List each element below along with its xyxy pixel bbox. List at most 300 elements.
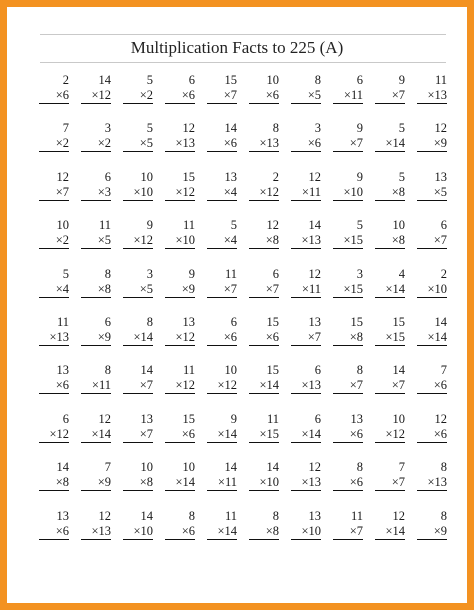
multiplicand: 7 xyxy=(104,460,111,475)
problem-7-8 xyxy=(325,363,367,411)
multiplicand: 12 xyxy=(392,508,405,523)
problem-5-10 xyxy=(409,267,451,315)
multiplier: ×15 xyxy=(249,427,279,443)
multiplicand: 8 xyxy=(188,508,195,523)
multiplicand: 12 xyxy=(434,121,447,136)
worksheet-title: Multiplication Facts to 225 (A) xyxy=(130,38,344,57)
multiplicand: 9 xyxy=(146,218,153,233)
multiplier: ×8 xyxy=(375,233,405,249)
problem-8-6 xyxy=(241,412,283,460)
multiplicand: 13 xyxy=(308,314,321,329)
multiplier: ×2 xyxy=(39,233,69,249)
multiplicand: 14 xyxy=(140,508,153,523)
problem-6-5 xyxy=(199,315,241,363)
multiplier: ×8 xyxy=(375,185,405,201)
multiplicand: 11 xyxy=(350,508,363,523)
problem-6-7 xyxy=(283,315,325,363)
multiplicand: 5 xyxy=(230,218,237,233)
multiplier: ×10 xyxy=(417,282,447,298)
multiplicand: 8 xyxy=(356,460,363,475)
multiplier: ×6 xyxy=(333,427,363,443)
problem-7-3 xyxy=(115,363,157,411)
multiplicand: 5 xyxy=(146,121,153,136)
multiplier: ×9 xyxy=(81,475,111,491)
multiplier: ×14 xyxy=(207,427,237,443)
problem-1-6 xyxy=(241,73,283,121)
multiplicand: 12 xyxy=(308,169,321,184)
problem-10-3 xyxy=(115,509,157,557)
multiplier: ×13 xyxy=(291,378,321,394)
multiplicand: 9 xyxy=(356,169,363,184)
multiplicand: 15 xyxy=(350,314,363,329)
problem-6-8 xyxy=(325,315,367,363)
multiplicand: 8 xyxy=(314,73,321,87)
multiplier: ×10 xyxy=(165,233,195,249)
multiplier: ×12 xyxy=(39,427,69,443)
multiplicand: 15 xyxy=(224,73,237,87)
problem-10-5 xyxy=(199,509,241,557)
multiplicand: 8 xyxy=(440,508,447,523)
multiplicand: 12 xyxy=(434,411,447,426)
multiplicand: 14 xyxy=(308,218,321,233)
multiplier: ×13 xyxy=(291,475,321,491)
multiplicand: 3 xyxy=(314,121,321,136)
problem-7-9 xyxy=(367,363,409,411)
multiplicand: 3 xyxy=(146,266,153,281)
multiplier: ×9 xyxy=(81,330,111,346)
multiplicand: 13 xyxy=(182,314,195,329)
multiplier: ×2 xyxy=(39,136,69,152)
multiplicand: 14 xyxy=(56,460,69,475)
multiplier: ×12 xyxy=(165,378,195,394)
multiplicand: 14 xyxy=(98,73,111,87)
multiplier: ×11 xyxy=(291,282,321,298)
multiplicand: 2 xyxy=(272,169,279,184)
problem-7-4 xyxy=(157,363,199,411)
problem-10-6 xyxy=(241,509,283,557)
multiplicand: 6 xyxy=(314,363,321,378)
multiplicand: 11 xyxy=(182,218,195,233)
problem-10-10 xyxy=(409,509,451,557)
multiplicand: 8 xyxy=(104,266,111,281)
multiplier: ×8 xyxy=(123,475,153,491)
multiplier: ×6 xyxy=(165,88,195,104)
multiplicand: 6 xyxy=(356,73,363,87)
multiplicand: 6 xyxy=(104,169,111,184)
problem-4-8 xyxy=(325,218,367,266)
problem-1-8 xyxy=(325,73,367,121)
multiplicand: 15 xyxy=(182,169,195,184)
multiplier: ×13 xyxy=(81,524,111,540)
problem-4-7 xyxy=(283,218,325,266)
problem-6-10 xyxy=(409,315,451,363)
multiplicand: 2 xyxy=(62,73,69,87)
problem-1-7 xyxy=(283,73,325,121)
problem-10-2 xyxy=(73,509,115,557)
problem-2-7 xyxy=(283,121,325,169)
multiplier: ×5 xyxy=(291,88,321,104)
multiplier: ×10 xyxy=(123,185,153,201)
problem-2-10 xyxy=(409,121,451,169)
multiplier: ×11 xyxy=(207,475,237,491)
multiplicand: 2 xyxy=(440,266,447,281)
title-rule-bottom xyxy=(40,62,446,63)
multiplier: ×6 xyxy=(165,524,195,540)
multiplicand: 9 xyxy=(188,266,195,281)
multiplier: ×11 xyxy=(81,378,111,394)
problem-10-1 xyxy=(31,509,73,557)
multiplier: ×8 xyxy=(249,524,279,540)
problem-3-6 xyxy=(241,170,283,218)
problem-5-9 xyxy=(367,267,409,315)
problem-4-1 xyxy=(31,218,73,266)
multiplier: ×7 xyxy=(333,136,363,152)
multiplicand: 15 xyxy=(266,363,279,378)
problem-1-5 xyxy=(199,73,241,121)
multiplier: ×7 xyxy=(207,282,237,298)
multiplier: ×6 xyxy=(207,330,237,346)
multiplier: ×2 xyxy=(81,136,111,152)
multiplicand: 11 xyxy=(56,314,69,329)
problem-1-10 xyxy=(409,73,451,121)
multiplicand: 11 xyxy=(266,411,279,426)
problem-6-6 xyxy=(241,315,283,363)
multiplier: ×12 xyxy=(165,330,195,346)
multiplier: ×4 xyxy=(39,282,69,298)
problem-9-2 xyxy=(73,460,115,508)
multiplier: ×15 xyxy=(375,330,405,346)
multiplier: ×8 xyxy=(249,233,279,249)
multiplier: ×13 xyxy=(249,136,279,152)
problem-2-6 xyxy=(241,121,283,169)
multiplier: ×8 xyxy=(81,282,111,298)
multiplier: ×4 xyxy=(207,185,237,201)
problem-2-3 xyxy=(115,121,157,169)
multiplicand: 15 xyxy=(392,314,405,329)
multiplier: ×7 xyxy=(417,233,447,249)
problem-3-4 xyxy=(157,170,199,218)
multiplier: ×14 xyxy=(417,330,447,346)
problem-3-5 xyxy=(199,170,241,218)
multiplicand: 13 xyxy=(434,169,447,184)
multiplicand: 5 xyxy=(398,121,405,136)
multiplicand: 6 xyxy=(104,314,111,329)
problem-2-8 xyxy=(325,121,367,169)
multiplier: ×10 xyxy=(123,524,153,540)
problem-7-10 xyxy=(409,363,451,411)
multiplicand: 7 xyxy=(62,121,69,136)
problem-6-3 xyxy=(115,315,157,363)
multiplicand: 15 xyxy=(266,314,279,329)
multiplicand: 12 xyxy=(266,218,279,233)
multiplier: ×10 xyxy=(333,185,363,201)
problem-4-2 xyxy=(73,218,115,266)
multiplier: ×13 xyxy=(291,233,321,249)
multiplicand: 12 xyxy=(182,121,195,136)
problem-2-2 xyxy=(73,121,115,169)
problem-5-5 xyxy=(199,267,241,315)
multiplier: ×12 xyxy=(375,427,405,443)
multiplicand: 6 xyxy=(314,411,321,426)
problem-7-2 xyxy=(73,363,115,411)
multiplier: ×6 xyxy=(249,88,279,104)
multiplier: ×8 xyxy=(39,475,69,491)
multiplier: ×13 xyxy=(417,475,447,491)
problem-5-4 xyxy=(157,267,199,315)
multiplier: ×7 xyxy=(291,330,321,346)
problem-5-3 xyxy=(115,267,157,315)
multiplicand: 14 xyxy=(140,363,153,378)
problem-7-1 xyxy=(31,363,73,411)
multiplicand: 14 xyxy=(392,363,405,378)
problem-1-3 xyxy=(115,73,157,121)
multiplier: ×14 xyxy=(375,136,405,152)
multiplicand: 10 xyxy=(392,411,405,426)
problem-6-1 xyxy=(31,315,73,363)
problem-1-1 xyxy=(31,73,73,121)
multiplier: ×8 xyxy=(333,330,363,346)
multiplier: ×13 xyxy=(39,330,69,346)
problem-4-6 xyxy=(241,218,283,266)
multiplier: ×12 xyxy=(81,88,111,104)
multiplicand: 8 xyxy=(272,508,279,523)
problem-1-2 xyxy=(73,73,115,121)
multiplier: ×14 xyxy=(123,330,153,346)
multiplicand: 10 xyxy=(56,218,69,233)
multiplier: ×7 xyxy=(333,378,363,394)
multiplicand: 6 xyxy=(62,411,69,426)
multiplicand: 7 xyxy=(440,363,447,378)
multiplicand: 12 xyxy=(98,411,111,426)
multiplier: ×7 xyxy=(123,427,153,443)
multiplicand: 10 xyxy=(224,363,237,378)
multiplier: ×7 xyxy=(249,282,279,298)
multiplicand: 14 xyxy=(224,121,237,136)
multiplicand: 8 xyxy=(146,314,153,329)
multiplicand: 11 xyxy=(224,508,237,523)
multiplicand: 6 xyxy=(188,73,195,87)
multiplier: ×6 xyxy=(291,136,321,152)
multiplicand: 12 xyxy=(98,508,111,523)
multiplicand: 10 xyxy=(392,218,405,233)
multiplicand: 11 xyxy=(434,73,447,87)
multiplier: ×6 xyxy=(39,378,69,394)
problem-7-6 xyxy=(241,363,283,411)
multiplicand: 14 xyxy=(224,460,237,475)
multiplier: ×7 xyxy=(123,378,153,394)
multiplicand: 14 xyxy=(434,314,447,329)
multiplier: ×7 xyxy=(375,88,405,104)
multiplier: ×2 xyxy=(123,88,153,104)
multiplicand: 5 xyxy=(356,218,363,233)
multiplier: ×14 xyxy=(81,427,111,443)
multiplier: ×10 xyxy=(249,475,279,491)
multiplicand: 3 xyxy=(104,121,111,136)
problem-6-9 xyxy=(367,315,409,363)
multiplier: ×13 xyxy=(165,136,195,152)
multiplier: ×7 xyxy=(333,524,363,540)
problem-10-7 xyxy=(283,509,325,557)
problem-9-1 xyxy=(31,460,73,508)
multiplier: ×7 xyxy=(375,475,405,491)
problem-8-3 xyxy=(115,412,157,460)
problem-1-4 xyxy=(157,73,199,121)
problem-8-7 xyxy=(283,412,325,460)
problem-9-6 xyxy=(241,460,283,508)
multiplicand: 5 xyxy=(398,169,405,184)
multiplicand: 3 xyxy=(356,266,363,281)
multiplier: ×9 xyxy=(417,136,447,152)
multiplicand: 13 xyxy=(56,363,69,378)
multiplier: ×14 xyxy=(375,524,405,540)
problem-8-1 xyxy=(31,412,73,460)
problem-4-9 xyxy=(367,218,409,266)
multiplicand: 9 xyxy=(398,73,405,87)
multiplier: ×7 xyxy=(207,88,237,104)
problem-9-10 xyxy=(409,460,451,508)
problem-3-7 xyxy=(283,170,325,218)
multiplicand: 14 xyxy=(266,460,279,475)
problem-3-1 xyxy=(31,170,73,218)
multiplicand: 12 xyxy=(56,169,69,184)
problem-3-2 xyxy=(73,170,115,218)
multiplier: ×5 xyxy=(123,282,153,298)
multiplier: ×6 xyxy=(417,427,447,443)
multiplier: ×11 xyxy=(333,88,363,104)
problem-4-5 xyxy=(199,218,241,266)
multiplier: ×7 xyxy=(375,378,405,394)
multiplicand: 13 xyxy=(350,411,363,426)
problem-7-5 xyxy=(199,363,241,411)
problem-8-9 xyxy=(367,412,409,460)
problem-5-2 xyxy=(73,267,115,315)
problem-5-7 xyxy=(283,267,325,315)
multiplier: ×15 xyxy=(333,282,363,298)
multiplier: ×14 xyxy=(249,378,279,394)
problem-6-4 xyxy=(157,315,199,363)
multiplier: ×6 xyxy=(207,136,237,152)
problem-3-3 xyxy=(115,170,157,218)
multiplicand: 5 xyxy=(146,73,153,87)
problem-6-2 xyxy=(73,315,115,363)
problem-10-9 xyxy=(367,509,409,557)
multiplier: ×10 xyxy=(291,524,321,540)
multiplicand: 13 xyxy=(308,508,321,523)
multiplier: ×14 xyxy=(291,427,321,443)
problem-5-1 xyxy=(31,267,73,315)
problem-10-4 xyxy=(157,509,199,557)
problem-8-8 xyxy=(325,412,367,460)
multiplicand: 7 xyxy=(398,460,405,475)
multiplicand: 10 xyxy=(140,169,153,184)
problem-4-3 xyxy=(115,218,157,266)
multiplier: ×12 xyxy=(123,233,153,249)
problem-3-8 xyxy=(325,170,367,218)
multiplier: ×5 xyxy=(417,185,447,201)
multiplier: ×13 xyxy=(417,88,447,104)
title-rule-top xyxy=(40,34,446,35)
multiplier: ×5 xyxy=(81,233,111,249)
multiplicand: 10 xyxy=(182,460,195,475)
multiplier: ×5 xyxy=(123,136,153,152)
multiplicand: 8 xyxy=(356,363,363,378)
problem-5-8 xyxy=(325,267,367,315)
problem-2-9 xyxy=(367,121,409,169)
multiplicand: 6 xyxy=(272,266,279,281)
multiplicand: 10 xyxy=(140,460,153,475)
problem-8-10 xyxy=(409,412,451,460)
problem-8-4 xyxy=(157,412,199,460)
problem-2-5 xyxy=(199,121,241,169)
problem-grid xyxy=(31,73,451,557)
multiplier: ×6 xyxy=(417,378,447,394)
problem-2-1 xyxy=(31,121,73,169)
multiplier: ×7 xyxy=(39,185,69,201)
multiplicand: 6 xyxy=(440,218,447,233)
multiplier: ×14 xyxy=(375,282,405,298)
multiplier: ×3 xyxy=(81,185,111,201)
multiplicand: 11 xyxy=(182,363,195,378)
multiplicand: 8 xyxy=(104,363,111,378)
multiplicand: 12 xyxy=(308,266,321,281)
multiplier: ×6 xyxy=(39,524,69,540)
multiplicand: 5 xyxy=(62,266,69,281)
multiplicand: 10 xyxy=(266,73,279,87)
multiplicand: 13 xyxy=(224,169,237,184)
problem-5-6 xyxy=(241,267,283,315)
multiplicand: 6 xyxy=(230,314,237,329)
multiplier: ×11 xyxy=(291,185,321,201)
problem-9-9 xyxy=(367,460,409,508)
multiplier: ×12 xyxy=(165,185,195,201)
multiplicand: 9 xyxy=(230,411,237,426)
multiplicand: 15 xyxy=(182,411,195,426)
multiplier: ×15 xyxy=(333,233,363,249)
multiplier: ×14 xyxy=(207,524,237,540)
worksheet-page xyxy=(7,7,467,603)
multiplier: ×6 xyxy=(165,427,195,443)
multiplicand: 8 xyxy=(272,121,279,136)
problem-10-8 xyxy=(325,509,367,557)
multiplier: ×14 xyxy=(165,475,195,491)
problem-9-3 xyxy=(115,460,157,508)
problem-4-4 xyxy=(157,218,199,266)
multiplier: ×6 xyxy=(333,475,363,491)
multiplicand: 13 xyxy=(140,411,153,426)
multiplier: ×9 xyxy=(417,524,447,540)
problem-9-7 xyxy=(283,460,325,508)
multiplicand: 13 xyxy=(56,508,69,523)
problem-7-7 xyxy=(283,363,325,411)
multiplicand: 11 xyxy=(98,218,111,233)
multiplicand: 8 xyxy=(440,460,447,475)
problem-3-9 xyxy=(367,170,409,218)
problem-9-8 xyxy=(325,460,367,508)
problem-2-4 xyxy=(157,121,199,169)
multiplicand: 12 xyxy=(308,460,321,475)
multiplier: ×6 xyxy=(249,330,279,346)
problem-3-10 xyxy=(409,170,451,218)
multiplier: ×12 xyxy=(207,378,237,394)
problem-9-5 xyxy=(199,460,241,508)
problem-8-5 xyxy=(199,412,241,460)
problem-1-9 xyxy=(367,73,409,121)
multiplier: ×4 xyxy=(207,233,237,249)
problem-9-4 xyxy=(157,460,199,508)
problem-4-10 xyxy=(409,218,451,266)
multiplier: ×12 xyxy=(249,185,279,201)
multiplier: ×6 xyxy=(39,88,69,104)
